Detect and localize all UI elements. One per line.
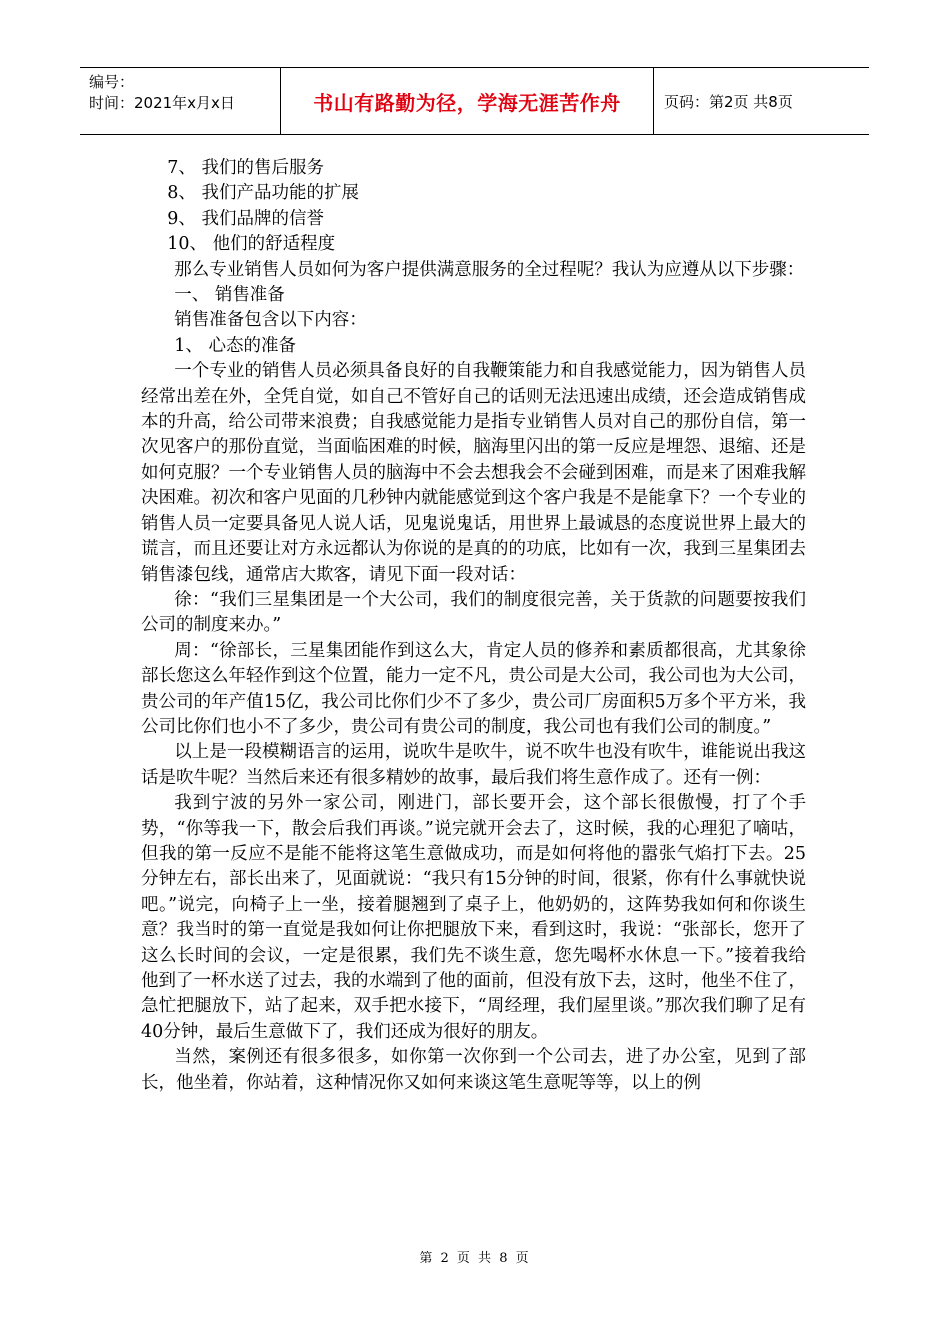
list-item: 10、 他们的舒适程度 — [167, 234, 336, 255]
dialogue-paragraph: 周：“徐部长，三星集团能作到这么大，肯定人员的修养和素质都很高，尤其象徐部长您这么年轻作到这个位置，能力一定不凡，贵公司是大公司，我公司也为大公司，贵公司的年产值15亿，我公司比你们少不了多少，贵公司厂房面积5万多个平方米，我公司比你们也小不了多少，贵公司有贵公司的制度，我公司也有我们公司的制度。” — [141, 640, 806, 737]
doc-number: 编号： — [89, 73, 135, 91]
paragraph: 我到宁波的另外一家公司，刚进门，部长要开会，这个部长很傲慢，打了个手势，“你等我一下，散会后我们再谈。”说完就开会去了，这时候，我的心理犯了嘀咕，但我的第一反应不是能不能将这笔生意做成功，而是如何将他的嚣张气焰打下去。25分钟左右，部长出来了，见面就说：“我只有15分钟的时间，很紧，你有什么事就快说吧。”说完，向椅子上一坐，接着腿翘到了桌子上，他奶奶的，这阵势我如何和你谈生意？我当时的第一直觉是我如何让你把腿放下来，看到这时，我说：“张部长，您开了这么长时间的会议，一定是很累，我们先不谈生意，您先喝杯水休息一下。”接着我给他到了一杯水送了过去，我的水端到了他的面前，但没有放下去，这时，他坐不住了，急忙把腿放下，站了起来，双手把水接下，“周经理，我们屋里谈。”那次我们聊了足有40分钟，最后生意做下了，我们还成为很好的朋友。 — [141, 793, 806, 1042]
list-item: 8、 我们产品功能的扩展 — [167, 183, 359, 204]
list-item: 7、 我们的售后服务 — [167, 158, 324, 178]
paragraph: 那么专业销售人员如何为客户提供满意服务的全过程呢？我认为应遵从以下步骤： — [174, 259, 805, 280]
dialogue-paragraph: 徐：“我们三星集团是一个大公司，我们的制度很完善，关于货款的问题要按我们公司的制度来办。” — [141, 589, 806, 636]
header-page-info: 页码：第2页 共8页 — [664, 92, 793, 111]
header-meta — [80, 68, 280, 134]
list-item: 9、 我们品牌的信誉 — [167, 208, 324, 229]
paragraph: 销售准备包含以下内容： — [174, 310, 367, 331]
paragraph: 当然，案例还有很多很多，如你第一次你到一个公司去，进了办公室，见到了部长，他坐着，你站着，这种情况你又如何来谈这笔生意呢等等，以上的例 — [141, 1047, 806, 1093]
paragraph: 以上是一段模糊语言的运用，说吹牛是吹牛，说不吹牛也没有吹牛，谁能说出我这话是吹牛呢？当然后来还有很多精妙的故事，最后我们将生意作成了。还有一例： — [141, 742, 806, 788]
header-motto: 书山有路勤为径，学海无涯苦作舟 — [280, 68, 654, 134]
subsection-heading: 1、 心态的准备 — [174, 335, 296, 356]
page-footer: 第 2 页 共 8 页 — [419, 1251, 531, 1266]
paragraph: 一个专业的销售人员必须具备良好的自我鞭策能力和自我感觉能力，因为销售人员经常出差在外，全凭自觉，如自己不管好自己的话则无法迅速出成绩，还会造成销售成本的升高，给公司带来浪费；自我感觉能力是指专业销售人员对自己的那份自信，第一次见客户的那份直觉，当面临困难的时候，脑海里闪出的第一反应是埋怨、退缩、还是如何克服？一个专业销售人员的脑海中不会去想我会不会碰到困难，而是来了困难我解决困难。初次和客户见面的几秒钟内就能感觉到这个客户我是不是能拿下？一个专业的销售人员一定要具备见人说人话，见鬼说鬼话，用世界上最诚恳的态度说世界上最大的谎言，而且还要让对方永远都认为你说的是真的的功底，比如有一次，我到三星集团去销售漆包线，通常店大欺客，请见下面一段对话： — [141, 361, 806, 585]
doc-date: 时间：2021年x月x日 — [89, 94, 235, 112]
page-header — [80, 67, 869, 135]
section-heading: 一、 销售准备 — [174, 285, 285, 306]
document-body — [141, 156, 806, 1096]
